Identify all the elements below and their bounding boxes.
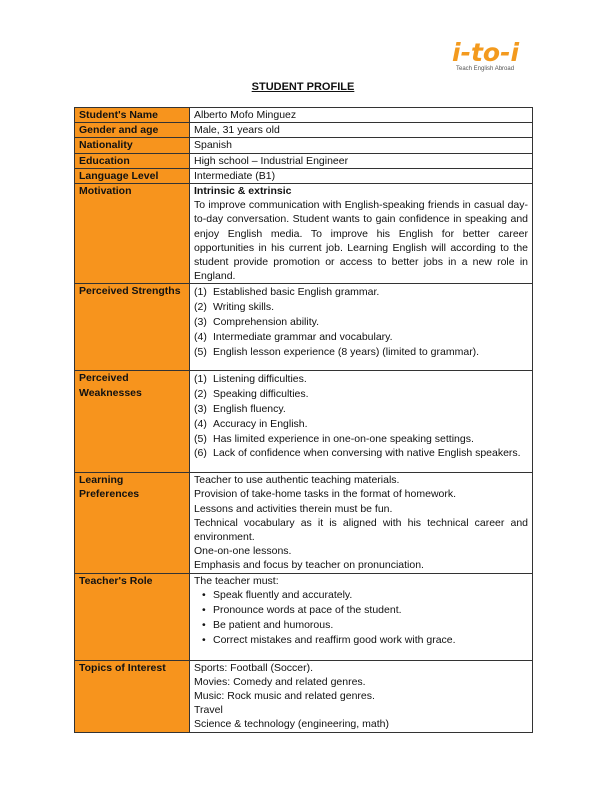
topic-line: Movies: Comedy and related genres.	[194, 675, 366, 688]
item-text: Writing skills.	[213, 301, 275, 314]
teacher-role-intro: The teacher must:	[194, 574, 279, 587]
learning-line: Lessons and activities therein must be fun.	[194, 502, 393, 515]
list-item	[194, 345, 528, 359]
row-name	[75, 108, 533, 123]
row-learning-preferences	[75, 473, 533, 573]
list-item	[194, 330, 528, 344]
bullet-icon: •	[202, 604, 206, 617]
label-education: Education	[75, 153, 190, 168]
row-gender-age	[75, 123, 533, 138]
row-strengths	[75, 284, 533, 371]
value-topics	[190, 660, 533, 732]
value-motivation	[190, 184, 533, 284]
value-learning-preferences	[190, 473, 533, 573]
value-teacher-role	[190, 573, 533, 660]
topic-line: Sports: Football (Soccer).	[194, 661, 314, 674]
item-text: Lack of confidence when conversing with native English speakers.	[213, 447, 521, 460]
item-text: Has limited experience in one-on-one speaking settings.	[213, 432, 474, 445]
logo-mark: i-to-i	[452, 38, 520, 67]
item-text: Established basic English grammar.	[213, 286, 380, 299]
learning-line: Provision of take-home tasks in the format of homework.	[194, 488, 457, 501]
student-profile-table	[74, 107, 533, 733]
motivation-text: To improve communication with English-speaking friends in casual day-to-day conversation. Student wants to gain confidence in speaking and enjoy English media. To improve his English for better career opportunities in his current job. Learning English will according to the student provide promotion or access to better jobs in a new role in England.	[194, 199, 528, 283]
value-name: Alberto Mofo Minguez	[190, 108, 533, 123]
item-text: Accuracy in English.	[213, 417, 308, 430]
list-item	[202, 603, 528, 617]
value-nationality: Spanish	[190, 138, 533, 153]
row-language-level	[75, 168, 533, 183]
list-item	[194, 315, 528, 329]
label-weaknesses: Perceived Weaknesses	[75, 371, 190, 473]
list-item	[194, 372, 528, 386]
list-item	[194, 387, 528, 401]
topic-line: Music: Rock music and related genres.	[194, 690, 375, 703]
page-title: STUDENT PROFILE	[251, 81, 355, 93]
item-number: (1)	[194, 286, 207, 299]
row-education	[75, 153, 533, 168]
list-item	[194, 402, 528, 416]
list-item	[194, 300, 528, 314]
item-text: Comprehension ability.	[213, 316, 320, 329]
learning-line: Technical vocabulary as it is aligned with his technical career and environment.	[194, 516, 528, 544]
label-nationality: Nationality	[75, 138, 190, 153]
item-text: English lesson experience (8 years) (limited to grammar).	[213, 345, 480, 358]
item-text: Correct mistakes and reaffirm good work with grace.	[213, 634, 456, 647]
label-gender-age: Gender and age	[75, 123, 190, 138]
list-item	[194, 432, 528, 446]
item-number: (4)	[194, 330, 207, 343]
label-strengths: Perceived Strengths	[75, 284, 190, 371]
bullet-icon: •	[202, 619, 206, 632]
item-number: (1)	[194, 373, 207, 386]
strengths-list	[194, 285, 528, 358]
bullet-icon: •	[202, 588, 206, 601]
item-number: (5)	[194, 345, 207, 358]
item-text: Intermediate grammar and vocabulary.	[213, 330, 393, 343]
list-item	[194, 446, 528, 460]
list-item	[202, 633, 528, 647]
row-nationality	[75, 138, 533, 153]
value-education: High school – Industrial Engineer	[190, 153, 533, 168]
logo-tagline: Teach English Abroad	[456, 66, 515, 72]
label-name: Student's Name	[75, 108, 190, 123]
label-teacher-role: Teacher's Role	[75, 573, 190, 660]
value-strengths	[190, 284, 533, 371]
item-text: English fluency.	[213, 403, 286, 416]
item-text: Speak fluently and accurately.	[213, 588, 353, 601]
item-number: (3)	[194, 403, 207, 416]
item-text: Listening difficulties.	[213, 373, 307, 386]
learning-line: One-on-one lessons.	[194, 545, 292, 558]
row-weaknesses	[75, 371, 533, 473]
topic-line: Science & technology (engineering, math)	[194, 718, 389, 731]
row-topics	[75, 660, 533, 732]
item-text: Be patient and humorous.	[213, 619, 334, 632]
motivation-heading: Intrinsic & extrinsic	[194, 185, 292, 198]
item-number: (3)	[194, 316, 207, 329]
list-item	[202, 588, 528, 602]
item-number: (6)	[194, 447, 207, 460]
logo	[452, 40, 542, 76]
item-number: (5)	[194, 432, 207, 445]
list-item	[194, 285, 528, 299]
weaknesses-list	[194, 372, 528, 460]
list-item	[202, 618, 528, 632]
value-language-level: Intermediate (B1)	[190, 168, 533, 183]
learning-line: Teacher to use authentic teaching materials.	[194, 474, 400, 487]
topic-line: Travel	[194, 704, 223, 717]
label-learning-preferences: Learning Preferences	[75, 473, 190, 573]
label-motivation: Motivation	[75, 184, 190, 284]
row-teacher-role	[75, 573, 533, 660]
item-number: (4)	[194, 417, 207, 430]
learning-line: Emphasis and focus by teacher on pronunciation.	[194, 559, 424, 572]
teacher-role-list	[194, 588, 528, 648]
label-topics: Topics of Interest	[75, 660, 190, 732]
label-language-level: Language Level	[75, 168, 190, 183]
item-number: (2)	[194, 388, 207, 401]
bullet-icon: •	[202, 634, 206, 647]
row-motivation	[75, 184, 533, 284]
item-text: Speaking difficulties.	[213, 388, 309, 401]
value-gender-age: Male, 31 years old	[190, 123, 533, 138]
value-weaknesses	[190, 371, 533, 473]
item-number: (2)	[194, 301, 207, 314]
item-text: Pronounce words at pace of the student.	[213, 604, 402, 617]
list-item	[194, 417, 528, 431]
